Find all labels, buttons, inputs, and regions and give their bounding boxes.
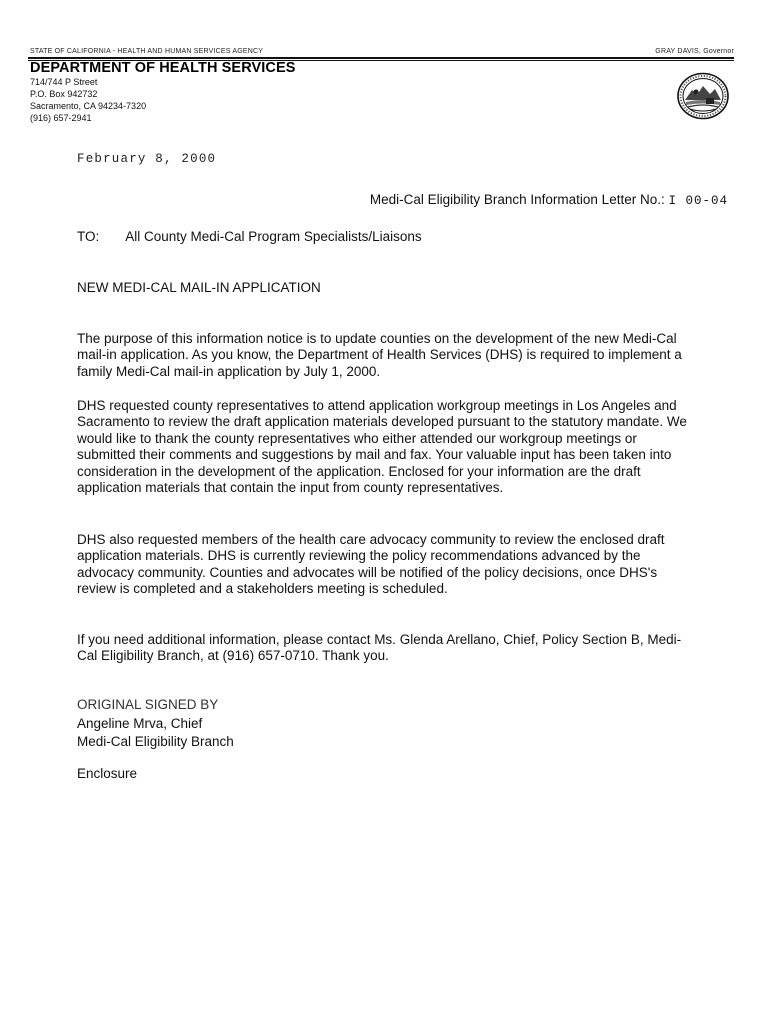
address-phone: (916) 657-2941 xyxy=(30,113,92,123)
letter-number-label: Medi-Cal Eligibility Branch Information Letter No.: xyxy=(369,192,665,207)
governor-name: GRAY DAVIS, Governor xyxy=(655,48,734,55)
address-city: Sacramento, CA 94234-7320 xyxy=(30,101,147,111)
paragraph-purpose: The purpose of this information notice is to update counties on the development of the new Medi-Cal mail-in application. As you know, the Department of Health Services (DHS) is required to implement a family Medi-Cal mail-in application by July 1, 2000. xyxy=(77,331,682,379)
letter-subject: NEW MEDI-CAL MAIL-IN APPLICATION xyxy=(77,280,321,295)
signer-name-title: Angeline Mrva, Chief xyxy=(77,716,203,731)
state-seal-icon xyxy=(676,72,730,120)
enclosure-note: Enclosure xyxy=(77,766,138,781)
agency-name: STATE OF CALIFORNIA - HEALTH AND HUMAN SERVICES AGENCY xyxy=(30,48,264,55)
signer-branch: Medi-Cal Eligibility Branch xyxy=(77,734,234,749)
paragraph-contact: If you need additional information, please contact Ms. Glenda Arellano, Chief, Policy Section B, Medi-Cal Eligibility Branch, at (916) 657-0710. Thank you. xyxy=(77,632,682,664)
recipient-line xyxy=(77,229,422,244)
information-letter-number xyxy=(370,192,728,208)
to-value: All County Medi-Cal Program Specialists/Liaisons xyxy=(125,229,422,244)
original-signed-note: ORIGINAL SIGNED BY xyxy=(77,697,219,712)
agency-line xyxy=(30,48,734,55)
header-rule-top xyxy=(28,57,734,59)
letter-date: February 8, 2000 xyxy=(77,152,217,166)
letter-number-value: I 00-04 xyxy=(668,194,728,208)
address-po-box: P.O. Box 942732 xyxy=(30,89,98,99)
paragraph-advocacy: DHS also requested members of the health care advocacy community to review the enclosed draft application materials. DHS is currently reviewing the policy recommendations advanced by the advocacy community. Counties and advocates will be notified of the policy decisions, once DHS's review is completed and a stakeholders meeting is scheduled. xyxy=(77,532,665,597)
paragraph-workgroup: DHS requested county representatives to attend application workgroup meetings in Los Angeles and Sacramento to review the draft application materials developed pursuant to the statutory mandate. We would like to thank the county representatives who either attended our workgroup meetings or submitted their comments and suggestions by mail and fax. Your valuable input has been taken into consideration in the development of the application. Enclosed for your information are the draft application materials that contain the input from county representatives. xyxy=(77,398,687,496)
department-name: DEPARTMENT OF HEALTH SERVICES xyxy=(30,60,296,76)
address-street: 714/744 P Street xyxy=(30,77,98,87)
to-label: TO: xyxy=(77,229,100,244)
